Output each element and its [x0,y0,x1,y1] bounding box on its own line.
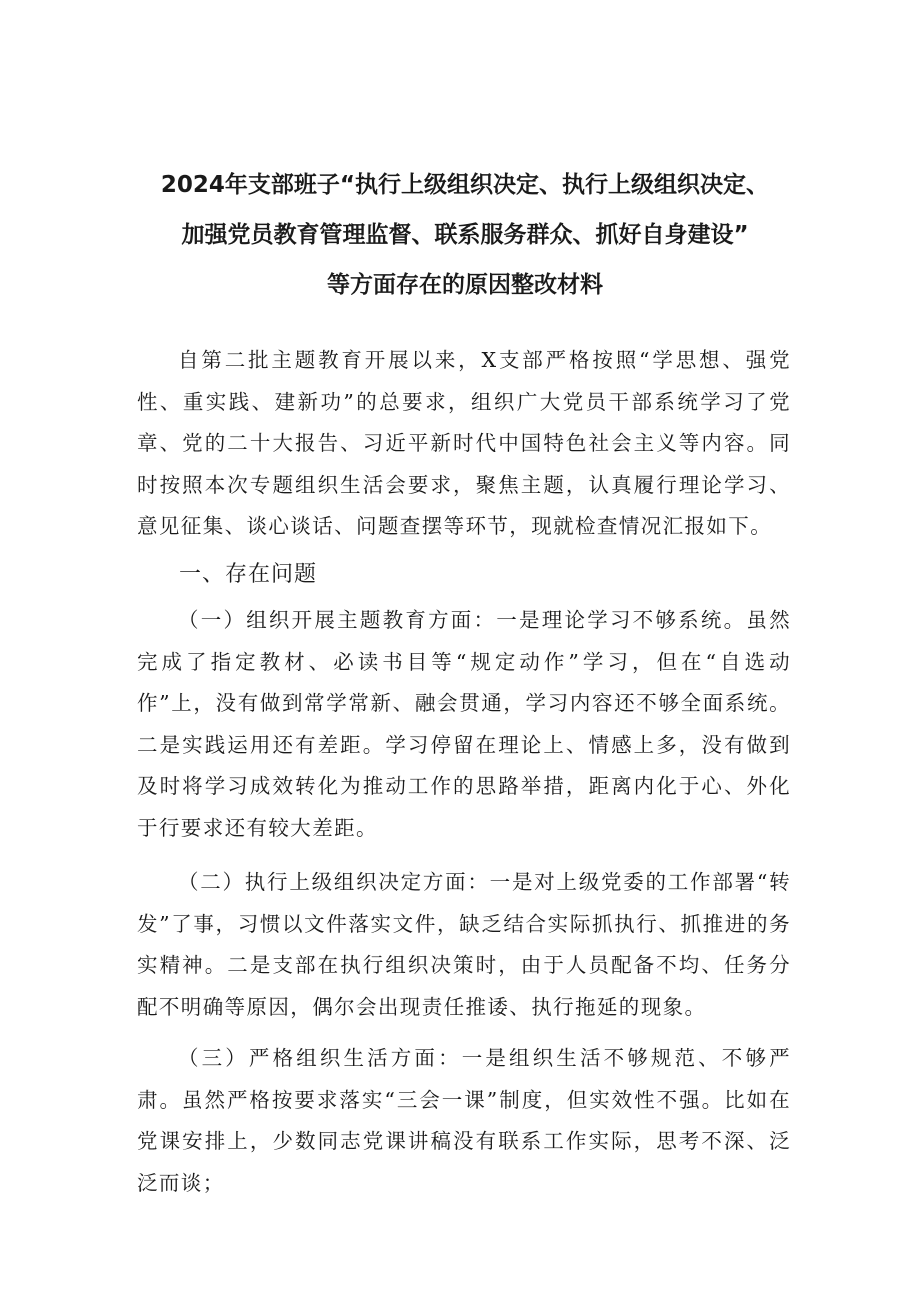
document-title [120,160,810,310]
section-paragraph-3: （三）严格组织生活方面：一是组织生活不够规范、不够严肃。虽然严格按要求落实“三会一课”制度，但实效性不强。比如在党课安排上，少数同志党课讲稿没有联系工作实际，思考不深、泛泛而谈； [137,1046,791,1195]
title-line-3: 等方面存在的原因整改材料 [327,272,603,298]
title-line-1: 2024年支部班子“执行上级组织决定、执行上级组织决定、 [160,172,770,198]
intro-paragraph: 自第二批主题教育开展以来，X支部严格按照“学思想、强党性、重实践、建新功”的总要求，组织广大党员干部系统学习了党章、党的二十大报告、习近平新时代中国特色社会主义等内容。同时按照本次专题组织生活会要求，聚焦主题，认真履行理论学习、意见征集、谈心谈话、问题查摆等环节，现就检查情况汇报如下。 [137,348,791,538]
section-paragraph-2: （二）执行上级组织决定方面：一是对上级党委的工作部署“转发”了事，习惯以文件落实文件，缺乏结合实际抓执行、抓推进的务实精神。二是支部在执行组织决策时，由于人员配备不均、任务分配不明确等原因，偶尔会出现责任推诿、执行拖延的现象。 [137,870,791,1019]
section-heading-problems: 一、存在问题 [179,562,318,587]
title-line-2: 加强党员教育管理监督、联系服务群众、抓好自身建设” [181,222,749,248]
section-paragraph-1: （一）组织开展主题教育方面：一是理论学习不够系统。虽然完成了指定教材、必读书目等“规定动作”学习，但在“自选动作”上，没有做到常学常新、融会贯通，学习内容还不够全面系统。二是实践运用还有差距。学习停留在理论上、情感上多，没有做到及时将学习成效转化为推动工作的思路举措，距离内化于心、外化于行要求还有较大差距。 [137,608,791,840]
